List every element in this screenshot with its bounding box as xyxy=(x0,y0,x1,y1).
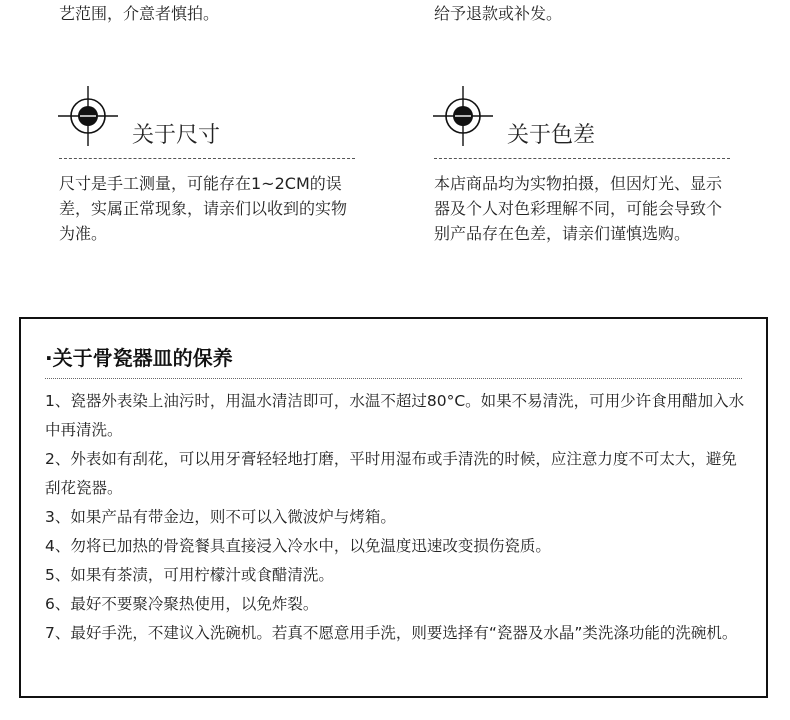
left-column-tail-text: 艺范围，介意者慎拍。 xyxy=(59,4,220,23)
right-column-tail-text: 给予退款或补发。 xyxy=(434,4,563,23)
crosshair-icon xyxy=(433,86,493,146)
care-item: 5、如果有茶渍，可用柠檬汁或食醋清洗。 xyxy=(45,566,334,584)
care-instructions-box xyxy=(19,317,768,698)
notice-size-divider xyxy=(59,158,355,159)
notice-size-title: 关于尺寸 xyxy=(132,123,221,148)
notice-size-body: 尺寸是手工测量，可能存在1~2CM的误差，实属正常现象，请亲们以收到的实物为准。 xyxy=(59,174,348,243)
care-item: 1、瓷器外表染上油污时，用温水清洁即可，水温不超过80°C。如果不易清洗，可用少许食用醋加入水中再清洗。 xyxy=(45,392,745,439)
care-item: 2、外表如有刮花，可以用牙膏轻轻地打磨，平时用湿布或手清洗的时候，应注意力度不可太大，避免刮花瓷器。 xyxy=(45,450,737,497)
care-item: 7、最好手洗，不建议入洗碗机。若真不愿意用手洗，则要选择有“瓷器及水晶”类洗涤功能的洗碗机。 xyxy=(45,624,738,642)
care-divider xyxy=(45,378,742,379)
care-item: 6、最好不要聚冷聚热使用，以免炸裂。 xyxy=(45,595,319,613)
care-list xyxy=(45,387,745,648)
notice-color-header xyxy=(433,86,733,146)
care-item: 4、勿将已加热的骨瓷餐具直接浸入冷水中，以免温度迅速改变损伤瓷质。 xyxy=(45,537,551,555)
notice-color-body: 本店商品均为实物拍摄，但因灯光、显示器及个人对色彩理解不同，可能会导致个别产品存在色差，请亲们谨慎选购。 xyxy=(434,174,723,243)
care-title: ·关于骨瓷器皿的保养 xyxy=(45,346,233,370)
crosshair-icon xyxy=(58,86,118,146)
care-item: 3、如果产品有带金边，则不可以入微波炉与烤箱。 xyxy=(45,508,396,526)
notice-color-title: 关于色差 xyxy=(507,123,596,148)
notice-size-header xyxy=(58,86,358,146)
notice-color-divider xyxy=(434,158,730,159)
